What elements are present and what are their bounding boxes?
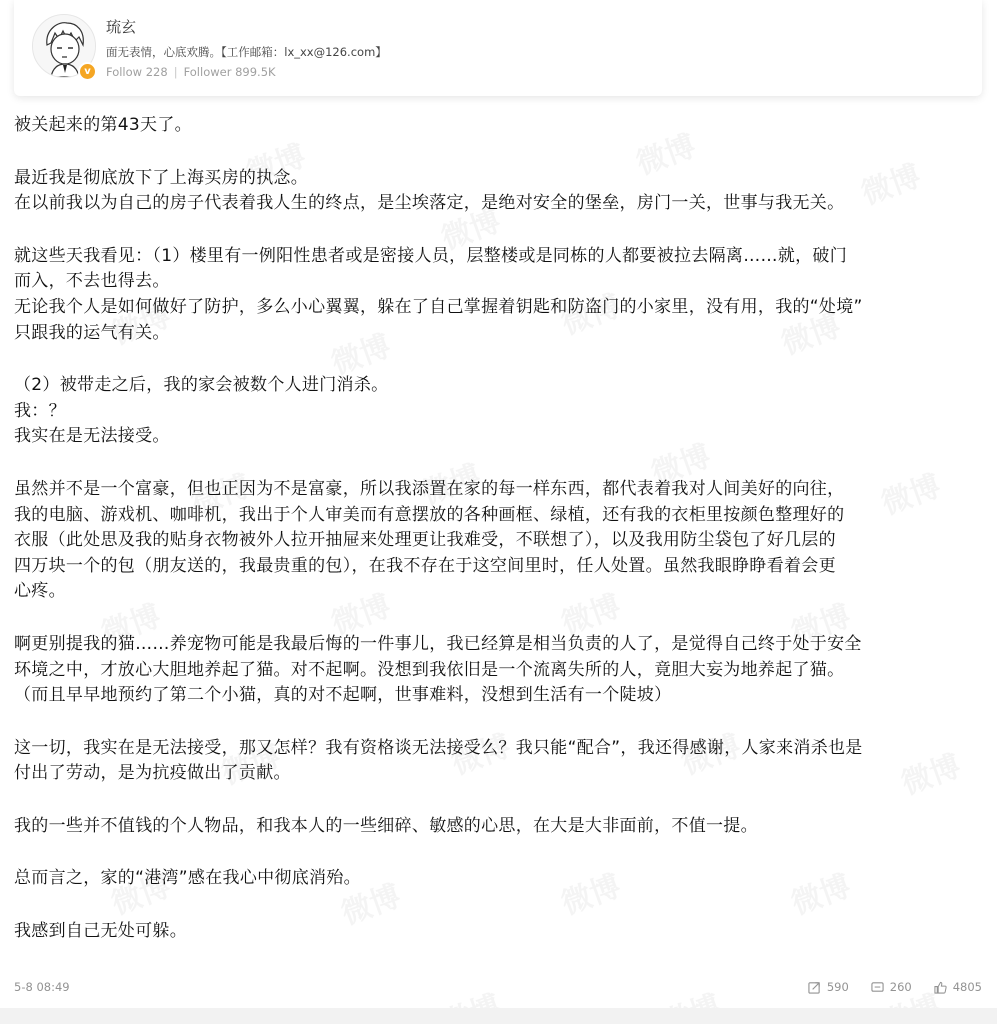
comment-count: 260 <box>889 980 912 994</box>
follow-stats <box>106 65 276 79</box>
post-text-line: （而且早早地预约了第二个小猫，真的对不起啊，世事难料，没想到生活有一个陡坡） <box>14 685 672 706</box>
post-text-line: 最近我是彻底放下了上海买房的执念。 <box>14 167 309 188</box>
post-text-line: 就这些天我看见：（1）楼里有一例阳性患者或是密接人员，层整楼或是同栋的人都要被拉去隔离……就，破门 <box>14 245 848 266</box>
user-name[interactable]: 琉玄 <box>106 18 137 36</box>
paragraph-gap <box>14 217 982 244</box>
post-actions <box>808 980 982 994</box>
repost-icon <box>808 981 821 994</box>
post-text-line: 这一切，我实在是无法接受，那又怎样？我有资格谈无法接受么？我只能“配合”，我还得感谢，人家来消杀也是 <box>14 737 863 758</box>
repost-count: 590 <box>826 980 849 994</box>
post-text-line: 啊更别提我的猫……养宠物可能是我最后悔的一件事儿，我已经算是相当负责的人了，是觉得自己终于处于安全 <box>14 633 862 654</box>
post-text-line: 我实在是无法接受。 <box>14 426 170 447</box>
paragraph-gap <box>14 839 982 866</box>
verified-badge-icon: v <box>78 62 97 81</box>
paragraph-gap <box>14 450 982 477</box>
like-button[interactable] <box>934 980 982 994</box>
post-text-line: 在以前我以为自己的房子代表着我人生的终点，是尘埃落定，是绝对安全的堡垒，房门一关，世事与我无关。 <box>14 193 845 214</box>
post-footer <box>14 980 982 998</box>
post-text-line: （2）被带走之后，我的家会被数个人进门消杀。 <box>14 375 389 396</box>
post-timestamp[interactable]: 5-8 08:49 <box>14 980 70 994</box>
paragraph-gap <box>14 892 982 919</box>
paragraph-gap <box>14 787 982 814</box>
comment-icon <box>871 981 884 994</box>
paragraph-gap <box>14 139 982 166</box>
post-text-line: 我的电脑、游戏机、咖啡机，我出于个人审美而有意摆放的各种画框、绿植，还有我的衣柜里按颜色整理好的 <box>14 504 845 525</box>
post-text-line: 环境之中，才放心大胆地养起了猫。对不起啊。没想到我依旧是一个流离失所的人，竟胆大妄为地养起了猫。 <box>14 659 845 680</box>
follower-count[interactable]: Follower 899.5K <box>183 65 276 79</box>
post-text-line: 虽然并不是一个富豪，但也正因为不是富豪，所以我添置在家的每一样东西，都代表着我对人间美好的向往， <box>14 478 845 499</box>
user-header-card <box>14 0 982 96</box>
post-text-line: 我：？ <box>14 400 66 421</box>
post-text-line: 被关起来的第43天了。 <box>14 115 192 135</box>
following-count[interactable]: Follow 228 <box>106 65 168 79</box>
post-text-line: 我感到自己无处可躲。 <box>14 921 187 942</box>
post-text-line: 衣服（此处思及我的贴身衣物被外人拉开抽屉来处理更让我难受，不联想了），以及我用防尘袋包了好几层的 <box>14 530 836 551</box>
post-text-line: 我的一些并不值钱的个人物品，和我本人的一些细碎、敏感的心思，在大是大非面前，不值一提。 <box>14 815 758 836</box>
post-text-line: 付出了劳动，是为抗疫做出了贡献。 <box>14 763 291 784</box>
paragraph-gap <box>14 709 982 736</box>
bottom-band <box>0 1008 997 1024</box>
post-body <box>14 113 982 945</box>
paragraph-gap <box>14 605 982 632</box>
repost-button[interactable] <box>808 980 849 994</box>
paragraph-gap <box>14 346 982 373</box>
user-bio: 面无表情，心底欢腾。【工作邮箱：lx_xx@126.com】 <box>106 45 387 59</box>
post-text-line: 而入，不去也得去。 <box>14 271 170 292</box>
post-text-line: 总而言之，家的“港湾”感在我心中彻底消殆。 <box>14 868 361 889</box>
like-count: 4805 <box>952 980 982 994</box>
thumbs-up-icon <box>934 981 947 994</box>
comment-button[interactable] <box>871 980 912 994</box>
post-text-line: 心疼。 <box>14 581 66 602</box>
post-text-line: 只跟我的运气有关。 <box>14 322 170 343</box>
post-text-line: 四万块一个的包（朋友送的，我最贵重的包），在我不存在于这空间里时，任人处置。虽然我眼睁睁看着会更 <box>14 555 836 576</box>
stats-separator: | <box>173 65 178 79</box>
post-text-line: 无论我个人是如何做好了防护，多么小心翼翼，躲在了自己掌握着钥匙和防盗门的小家里，没有用，我的“处境” <box>14 296 863 317</box>
